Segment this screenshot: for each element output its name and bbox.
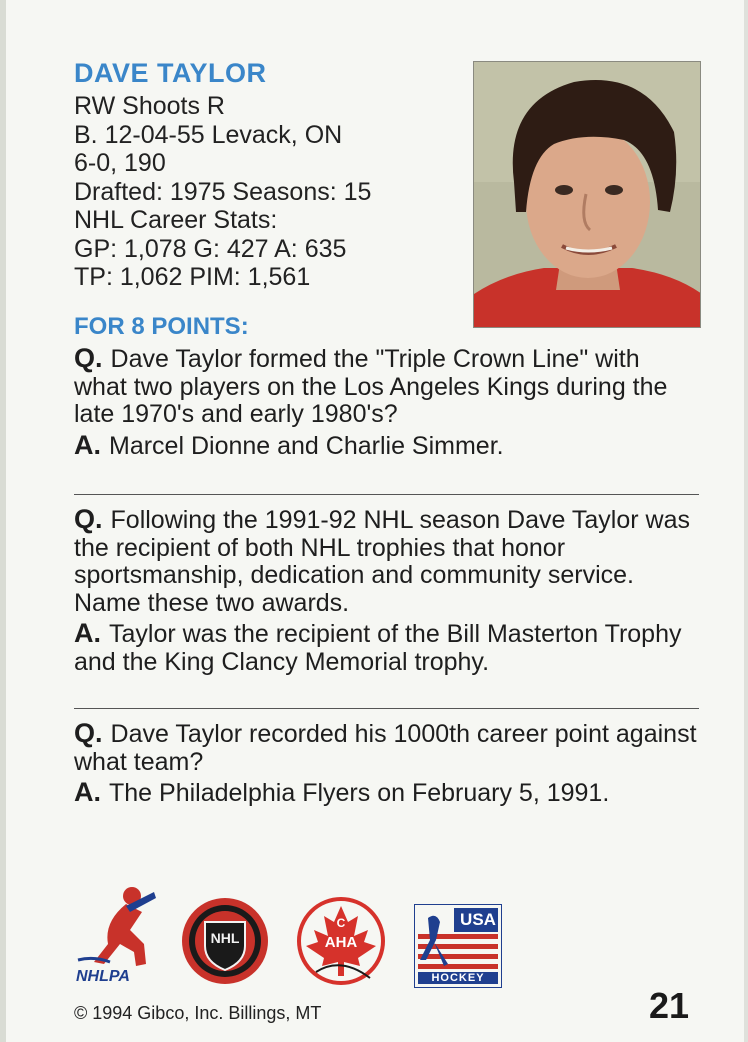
qa-block-3: [74, 720, 699, 808]
answer-3: [74, 779, 699, 808]
question-text: Dave Taylor formed the "Triple Crown Line" with what two players on the Los Angeles Kings during the late 1970's and early 1980's?: [74, 345, 668, 428]
usa-text: USA: [460, 910, 496, 929]
question-label: Q.: [74, 504, 103, 534]
question-text: Following the 1991-92 NHL season Dave Taylor was the recipient of both NHL trophies that honor sportsmanship, dedication and community service. Name these two awards.: [74, 506, 690, 617]
nhl-logo: [180, 896, 270, 986]
aha-text: AHA: [324, 934, 358, 951]
points-heading: FOR 8 POINTS:: [74, 313, 249, 340]
player-photo: [473, 61, 701, 328]
question-2: [74, 506, 699, 617]
nhlpa-skater-icon: [74, 882, 160, 968]
divider-2: [74, 708, 699, 709]
answer-1: [74, 429, 699, 461]
stat-position: RW Shoots R: [74, 92, 225, 120]
question-label: Q.: [74, 343, 103, 373]
usa-hockey-logo: [414, 904, 502, 988]
aha-c-text: C: [336, 916, 346, 930]
answer-label: A.: [74, 618, 101, 648]
player-name: DAVE TAYLOR: [74, 58, 267, 88]
divider-1: [74, 494, 699, 495]
question-label: Q.: [74, 718, 103, 748]
stat-career-line-2: TP: 1,062 PIM: 1,561: [74, 263, 311, 291]
stat-career-heading: NHL Career Stats:: [74, 206, 278, 234]
question-1: [74, 345, 699, 429]
qa-block-2: [74, 506, 699, 676]
copyright: © 1994 Gibco, Inc. Billings, MT: [74, 1003, 322, 1023]
answer-label: A.: [74, 777, 101, 807]
question-text: Dave Taylor recorded his 1000th career point against what team?: [74, 720, 697, 776]
answer-2: [74, 620, 699, 676]
stat-drafted: Drafted: 1975 Seasons: 15: [74, 177, 372, 206]
qa-block-1: [74, 345, 699, 460]
hockey-text: HOCKEY: [431, 972, 485, 984]
question-3: [74, 720, 699, 776]
stat-size: 6-0, 190: [74, 149, 166, 177]
logo-row: [74, 882, 714, 992]
aha-logo: [296, 896, 386, 986]
answer-text: Taylor was the recipient of the Bill Masterton Trophy and the King Clancy Memorial trophy.: [74, 620, 682, 676]
player-portrait-image: [474, 62, 701, 328]
nhl-text: NHL: [210, 930, 240, 946]
answer-text: The Philadelphia Flyers on February 5, 1991.: [109, 779, 610, 807]
stat-career-line-1: GP: 1,078 G: 427 A: 635: [74, 234, 347, 263]
answer-label: A.: [74, 429, 101, 460]
card-number: 21: [649, 985, 690, 1026]
stat-birth: B. 12-04-55 Levack, ON: [74, 120, 343, 149]
nhlpa-logo: [74, 882, 160, 990]
player-stats: [74, 92, 474, 292]
nhlpa-text: NHLPA: [76, 968, 130, 985]
answer-text: Marcel Dionne and Charlie Simmer.: [109, 431, 504, 460]
